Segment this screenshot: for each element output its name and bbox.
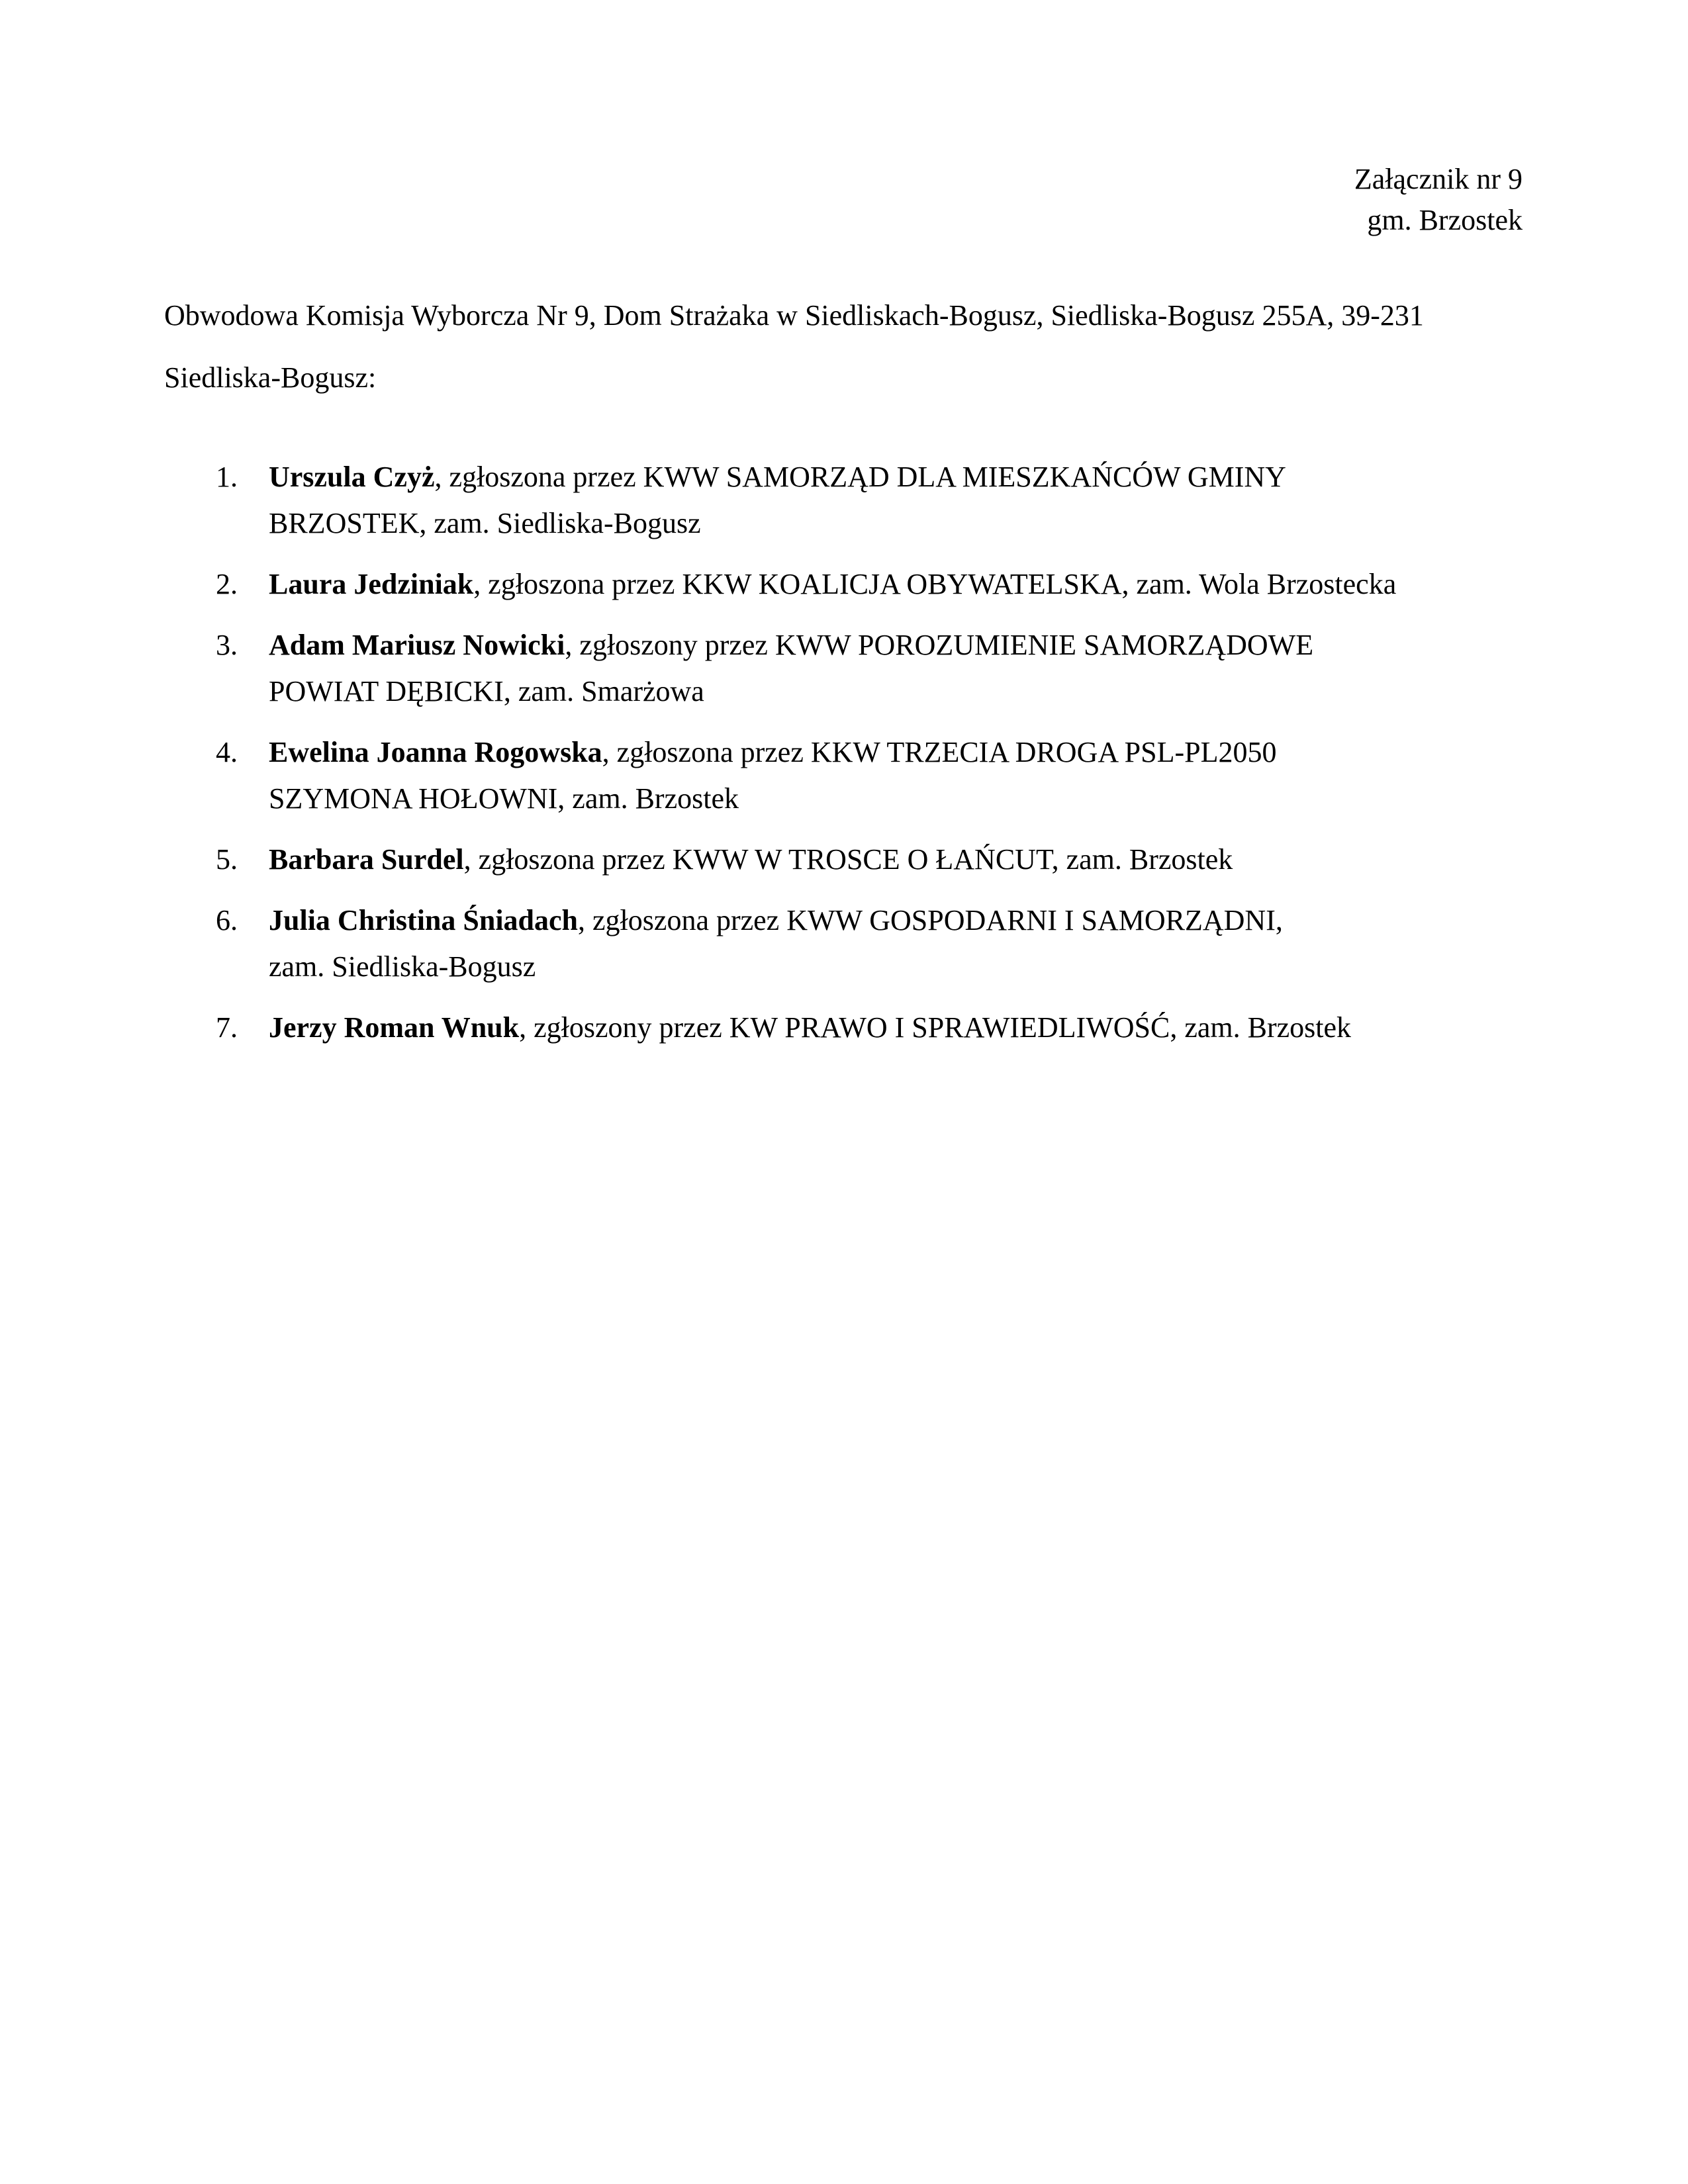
attachment-label: Załącznik nr 9 <box>1354 163 1523 195</box>
member-details-continued: zam. Siedliska-Bogusz <box>269 950 536 983</box>
member-details: , zgłoszona przez KKW TRZECIA DROGA PSL-PL2050 <box>602 736 1277 768</box>
item-number: 2. <box>216 568 238 600</box>
item-number: 3. <box>216 629 238 661</box>
commission-intro: Obwodowa Komisja Wyborcza Nr 9, Dom Strażaka w Siedliskach-Bogusz, Siedliska-Bogusz 255A, 39-231 Siedliska-Bogusz: <box>164 299 1424 394</box>
member-details: , zgłoszona przez KWW SAMORZĄD DLA MIESZKAŃCÓW GMINY <box>434 461 1286 493</box>
member-list <box>164 454 1554 1066</box>
member-details-continued: SZYMONA HOŁOWNI, zam. Brzostek <box>269 782 739 815</box>
item-number: 1. <box>216 461 238 493</box>
member-name: Jerzy Roman Wnuk <box>269 1011 520 1044</box>
member-details-continued: POWIAT DĘBICKI, zam. Smarżowa <box>269 675 704 707</box>
member-details: , zgłoszona przez KWW GOSPODARNI I SAMORZĄDNI, <box>578 904 1283 936</box>
list-item <box>164 454 1554 547</box>
member-details: , zgłoszona przez KWW W TROSCE O ŁAŃCUT, zam. Brzostek <box>463 843 1233 876</box>
member-details-continued: BRZOSTEK, zam. Siedliska-Bogusz <box>269 507 701 539</box>
list-item <box>164 729 1554 822</box>
list-item <box>164 561 1554 608</box>
member-name: Julia Christina Śniadach <box>269 904 579 936</box>
header-block <box>1354 159 1523 241</box>
member-details: , zgłoszony przez KW PRAWO I SPRAWIEDLIWOŚĆ, zam. Brzostek <box>519 1011 1352 1044</box>
member-details: , zgłoszona przez KKW KOALICJA OBYWATELSKA, zam. Wola Brzostecka <box>473 568 1397 600</box>
member-details: , zgłoszony przez KWW POROZUMIENIE SAMORZĄDOWE <box>565 629 1314 661</box>
member-name: Barbara Surdel <box>269 843 464 876</box>
member-name: Ewelina Joanna Rogowska <box>269 736 602 768</box>
item-number: 4. <box>216 736 238 768</box>
item-number: 6. <box>216 904 238 936</box>
item-number: 7. <box>216 1011 238 1044</box>
list-item <box>164 1005 1554 1051</box>
municipality-label: gm. Brzostek <box>1367 204 1523 236</box>
list-item <box>164 897 1554 990</box>
member-name: Laura Jedziniak <box>269 568 474 600</box>
list-item <box>164 622 1554 715</box>
member-name: Adam Mariusz Nowicki <box>269 629 565 661</box>
item-number: 5. <box>216 843 238 876</box>
member-name: Urszula Czyż <box>269 461 435 493</box>
list-item <box>164 837 1554 883</box>
